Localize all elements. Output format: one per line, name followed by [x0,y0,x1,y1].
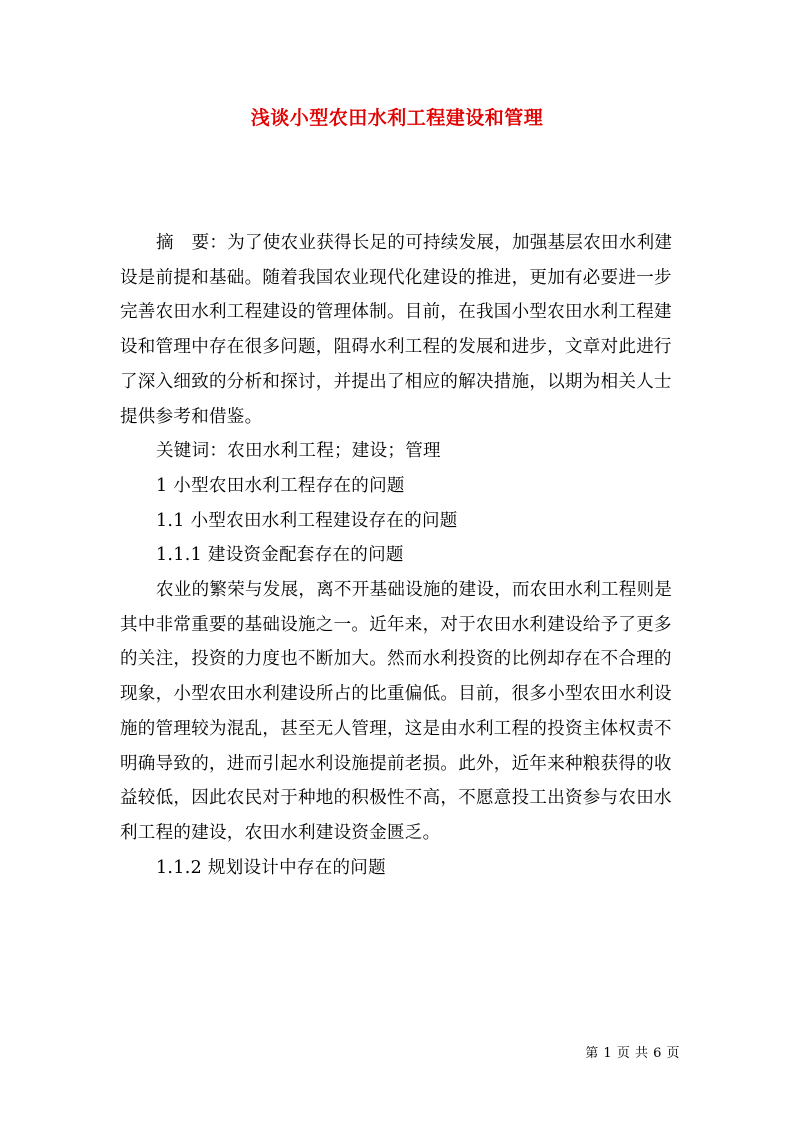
body-paragraph: 农业的繁荣与发展，离不开基础设施的建设，而农田水利工程则是其中非常重要的基础设施之一。近年来，对于农田水利建设给予了更多的关注，投资的力度也不断加大。然而水利投资的比例却存在不合理的现象，小型农田水利建设所占的比重偏低。目前，很多小型农田水利设施的管理较为混乱，甚至无人管理，这是由水利工程的投资主体权责不明确导致的，进而引起水利设施提前老损。此外，近年来种粮获得的收益较低，因此农民对于种地的积极性不高，不愿意投工出资参与农田水利工程的建设，农田水利建设资金匮乏。 [120,580,673,843]
section-heading-1-1: 1.1 小型农田水利工程建设存在的问题 [156,510,458,531]
section-heading-1-1-1: 1.1.1 建设资金配套存在的问题 [156,545,404,566]
document-title: 浅谈小型农田水利工程建设和管理 [250,107,544,129]
keywords-paragraph: 关键词：农田水利工程；建设；管理 [156,441,441,462]
page-number-footer: 第 1 页 共 6 页 [585,1046,680,1061]
section-heading-1: 1 小型农田水利工程存在的问题 [156,475,405,496]
section-heading-1-1-2: 1.1.2 规划设计中存在的问题 [156,857,386,878]
abstract-paragraph: 摘 要：为了使农业获得长足的可持续发展，加强基层农田水利建设是前提和基础。随着我国农业现代化建设的推进，更加有必要进一步完善农田水利工程建设的管理体制。目前，在我国小型农田水利工程建设和管理中存在很多问题，阻碍水利工程的发展和进步，文章对此进行了深入细致的分析和探讨，并提出了相应的解决措施，以期为相关人士提供参考和借鉴。 [120,233,673,427]
document-body [120,226,685,885]
